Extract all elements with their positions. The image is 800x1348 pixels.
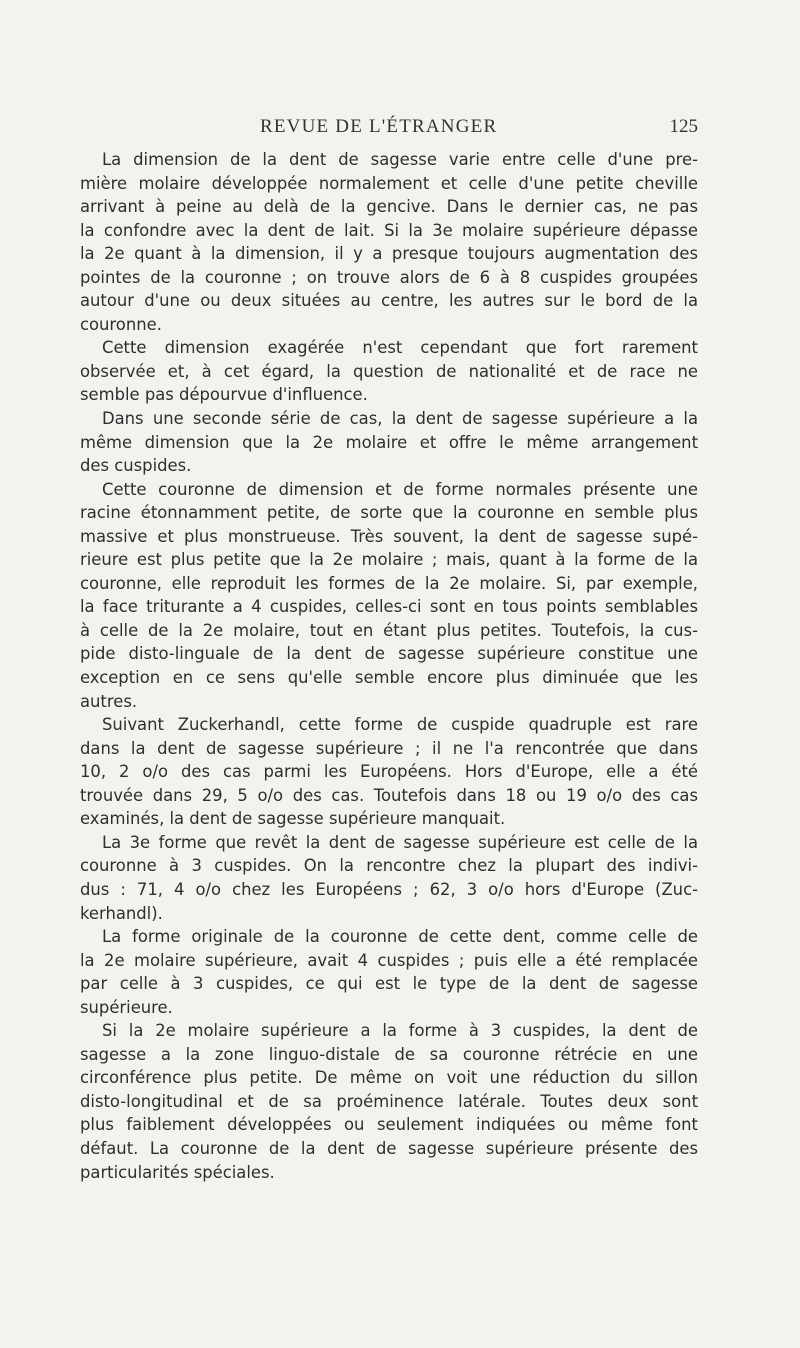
page-number: 125 bbox=[669, 116, 698, 137]
running-title: REVUE DE L'ÉTRANGER bbox=[260, 116, 498, 137]
text-line: couronne, elle reproduit les formes de la 2e molaire. Si, par exemple, bbox=[80, 573, 698, 593]
page-header bbox=[80, 112, 700, 142]
text-line: arrivant à peine au delà de la gencive. Dans le dernier cas, ne pas bbox=[80, 197, 698, 217]
text-line: Si la 2e molaire supérieure a la forme à 3 cuspides, la dent de bbox=[102, 1021, 698, 1041]
text-line: défaut. La couronne de la dent de sagesse supérieure présente des bbox=[80, 1138, 698, 1158]
text-line: particularités spéciales. bbox=[80, 1162, 275, 1182]
text-line: kerhandl). bbox=[80, 903, 163, 923]
text-line: pide disto-linguale de la dent de sagesse supérieure constitue une bbox=[80, 644, 698, 664]
text-line: semble pas dépourvue d'influence. bbox=[80, 385, 368, 405]
text-line: Cette dimension exagérée n'est cependant que fort rarement bbox=[102, 338, 698, 358]
text-line: observée et, à cet égard, la question de nationalité et de race ne bbox=[80, 361, 698, 381]
text-line: à celle de la 2e molaire, tout en étant plus petites. Toutefois, la cus- bbox=[80, 620, 698, 640]
text-line: massive et plus monstrueuse. Très souvent, la dent de sagesse supé- bbox=[80, 526, 698, 546]
text-line: la face triturante a 4 cuspides, celles-ci sont en tous points semblables bbox=[80, 597, 698, 617]
text-line: 10, 2 o/o des cas parmi les Européens. Hors d'Europe, elle a été bbox=[80, 762, 698, 782]
body-text bbox=[80, 148, 698, 1184]
text-line: la 2e molaire supérieure, avait 4 cuspides ; puis elle a été remplacée bbox=[80, 950, 698, 970]
text-line: dus : 71, 4 o/o chez les Européens ; 62, 3 o/o hors d'Europe (Zuc- bbox=[80, 879, 698, 899]
text-line: couronne. bbox=[80, 314, 162, 334]
text-line: La 3e forme que revêt la dent de sagesse supérieure est celle de la bbox=[102, 832, 698, 852]
text-line: La forme originale de la couronne de cette dent, comme celle de bbox=[102, 927, 698, 947]
text-line: trouvée dans 29, 5 o/o des cas. Toutefois dans 18 ou 19 o/o des cas bbox=[80, 785, 698, 805]
text-line: supérieure. bbox=[80, 997, 173, 1017]
text-line: autour d'une ou deux situées au centre, les autres sur le bord de la bbox=[80, 291, 698, 311]
text-line: des cuspides. bbox=[80, 456, 192, 476]
text-line: par celle à 3 cuspides, ce qui est le type de la dent de sagesse bbox=[80, 974, 698, 994]
text-line: disto-longitudinal et de sa proéminence latérale. Toutes deux sont bbox=[80, 1091, 698, 1111]
text-line: même dimension que la 2e molaire et offre le même arrangement bbox=[80, 432, 698, 452]
text-line: mière molaire développée normalement et celle d'une petite cheville bbox=[80, 173, 698, 193]
text-line: exception en ce sens qu'elle semble encore plus diminuée que les bbox=[80, 668, 698, 688]
text-line: examinés, la dent de sagesse supérieure manquait. bbox=[80, 809, 506, 829]
text-line: sagesse a la zone linguo-distale de sa couronne rétrécie en une bbox=[80, 1044, 698, 1064]
text-line: rieure est plus petite que la 2e molaire ; mais, quant à la forme de la bbox=[80, 550, 698, 570]
text-line: dans la dent de sagesse supérieure ; il ne l'a rencontrée que dans bbox=[80, 738, 698, 758]
text-line: Dans une seconde série de cas, la dent de sagesse supérieure a la bbox=[102, 409, 698, 429]
text-line: Suivant Zuckerhandl, cette forme de cuspide quadruple est rare bbox=[102, 715, 698, 735]
text-line: pointes de la couronne ; on trouve alors de 6 à 8 cuspides groupées bbox=[80, 267, 698, 287]
text-line: autres. bbox=[80, 691, 138, 711]
text-line: la confondre avec la dent de lait. Si la 3e molaire supérieure dépasse bbox=[80, 220, 698, 240]
text-line: La dimension de la dent de sagesse varie entre celle d'une pre- bbox=[102, 150, 698, 169]
text-line: racine étonnamment petite, de sorte que la couronne en semble plus bbox=[80, 503, 698, 523]
text-line: la 2e quant à la dimension, il y a presque toujours augmentation des bbox=[80, 244, 698, 264]
text-line: couronne à 3 cuspides. On la rencontre chez la plupart des indivi- bbox=[80, 856, 698, 876]
text-line: Cette couronne de dimension et de forme normales présente une bbox=[102, 479, 698, 499]
text-line: circonférence plus petite. De même on voit une réduction du sillon bbox=[80, 1068, 698, 1088]
text-line: plus faiblement développées ou seulement indiquées ou même font bbox=[80, 1115, 698, 1135]
